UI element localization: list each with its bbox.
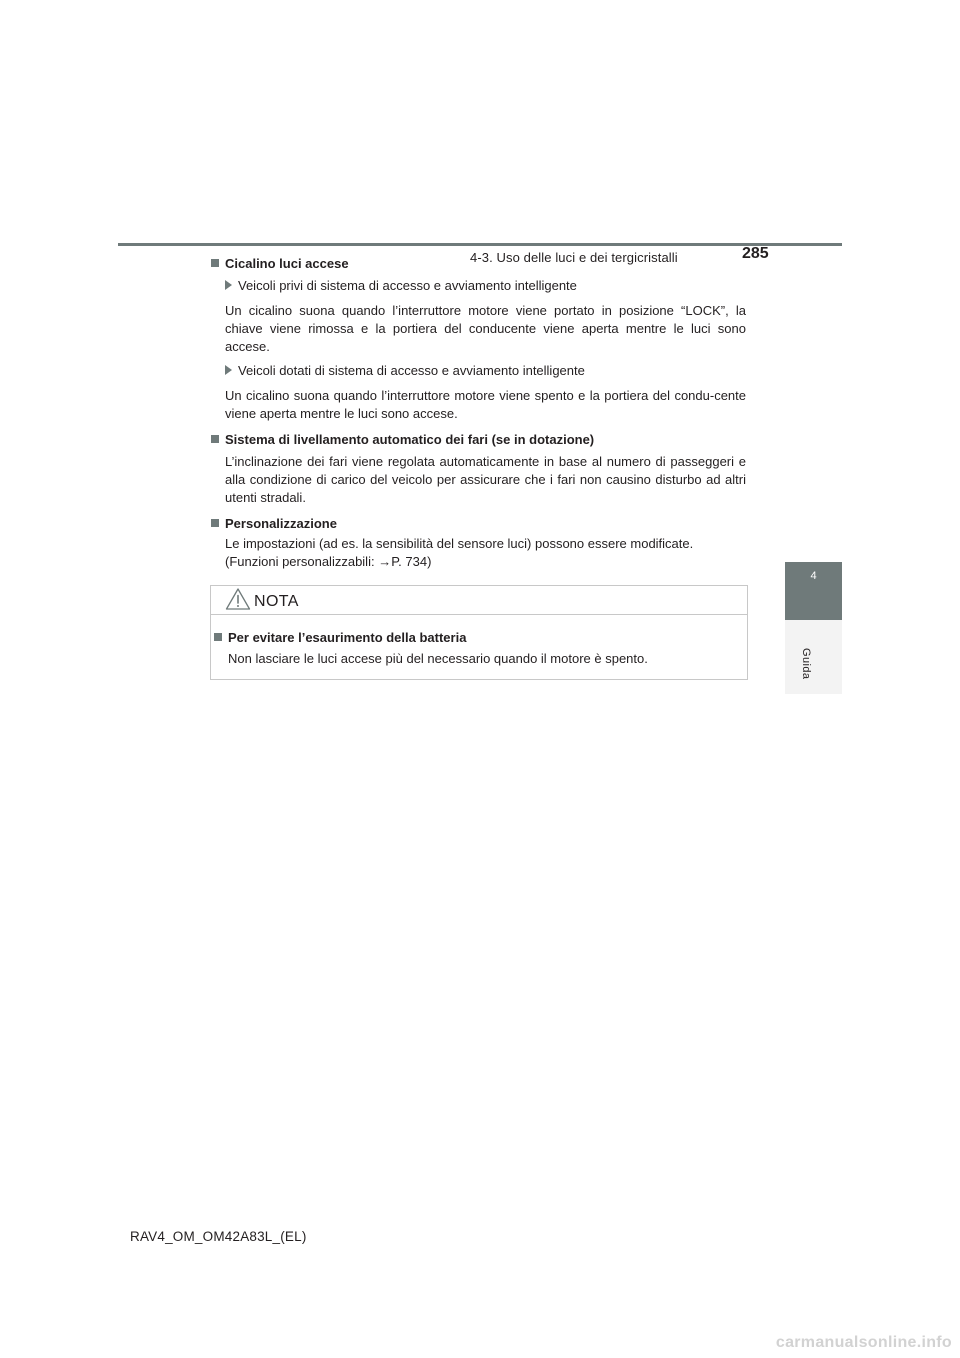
triangle-bullet-icon bbox=[225, 280, 232, 290]
section-livellamento bbox=[211, 431, 746, 507]
note-body bbox=[211, 615, 747, 668]
section-cicalino bbox=[211, 255, 746, 423]
square-bullet-icon bbox=[211, 435, 219, 443]
square-bullet-icon bbox=[214, 633, 222, 641]
paragraph: L’inclinazione dei fari viene regolata automaticamente in base al numero di passeggeri e alla condizione di carico del veicolo per assicurare che i fari non causino disturbo ad altri utenti stradali. bbox=[225, 454, 746, 505]
triangle-bullet-icon bbox=[225, 365, 232, 375]
document-code: RAV4_OM_OM42A83L_(EL) bbox=[130, 1229, 307, 1244]
sub-heading: Veicoli dotati di sistema di accesso e avviamento intelligente bbox=[211, 362, 746, 380]
page-reference: (Funzioni personalizzabili: →P. 734) bbox=[225, 554, 432, 569]
note-title: NOTA bbox=[254, 593, 299, 610]
paragraph: Un cicalino suona quando l’interruttore motore viene portato in posizione “LOCK”, la chiave viene rimossa e la portiera del conducente viene aperta mentre le luci sono accese. bbox=[225, 303, 746, 354]
note-text: Non lasciare le luci accese più del necessario quando il motore è spento. bbox=[228, 651, 648, 666]
note-box bbox=[210, 585, 748, 680]
sub-heading: Veicoli privi di sistema di accesso e avviamento intelligente bbox=[211, 277, 746, 295]
section-heading: Cicalino luci accese bbox=[211, 255, 746, 273]
note-header bbox=[211, 586, 747, 615]
page-number: 285 bbox=[742, 245, 769, 262]
main-content bbox=[211, 255, 746, 571]
section-title: 4-3. Uso delle luci e dei tergicristalli bbox=[470, 250, 678, 265]
warning-triangle-icon bbox=[225, 587, 251, 611]
arrow-right-icon: → bbox=[378, 554, 392, 569]
square-bullet-icon bbox=[211, 259, 219, 267]
note-heading: Per evitare l’esaurimento della batteria bbox=[211, 629, 747, 647]
square-bullet-icon bbox=[211, 519, 219, 527]
section-personalizzazione bbox=[211, 515, 746, 571]
watermark: carmanualsonline.info bbox=[775, 1334, 952, 1351]
header-rule bbox=[118, 243, 842, 246]
section-heading: Personalizzazione bbox=[211, 515, 746, 533]
paragraph: Un cicalino suona quando l’interruttore motore viene spento e la portiera del condu-cente viene aperta mentre le luci sono accese. bbox=[225, 388, 746, 421]
section-heading: Sistema di livellamento automatico dei fari (se in dotazione) bbox=[211, 431, 746, 449]
chapter-label: Guida bbox=[800, 648, 812, 680]
chapter-tab bbox=[785, 562, 842, 620]
paragraph: Le impostazioni (ad es. la sensibilità del sensore luci) possono essere modificate. bbox=[225, 536, 694, 551]
chapter-tab-label-area bbox=[785, 620, 842, 694]
chapter-number: 4 bbox=[810, 570, 817, 582]
